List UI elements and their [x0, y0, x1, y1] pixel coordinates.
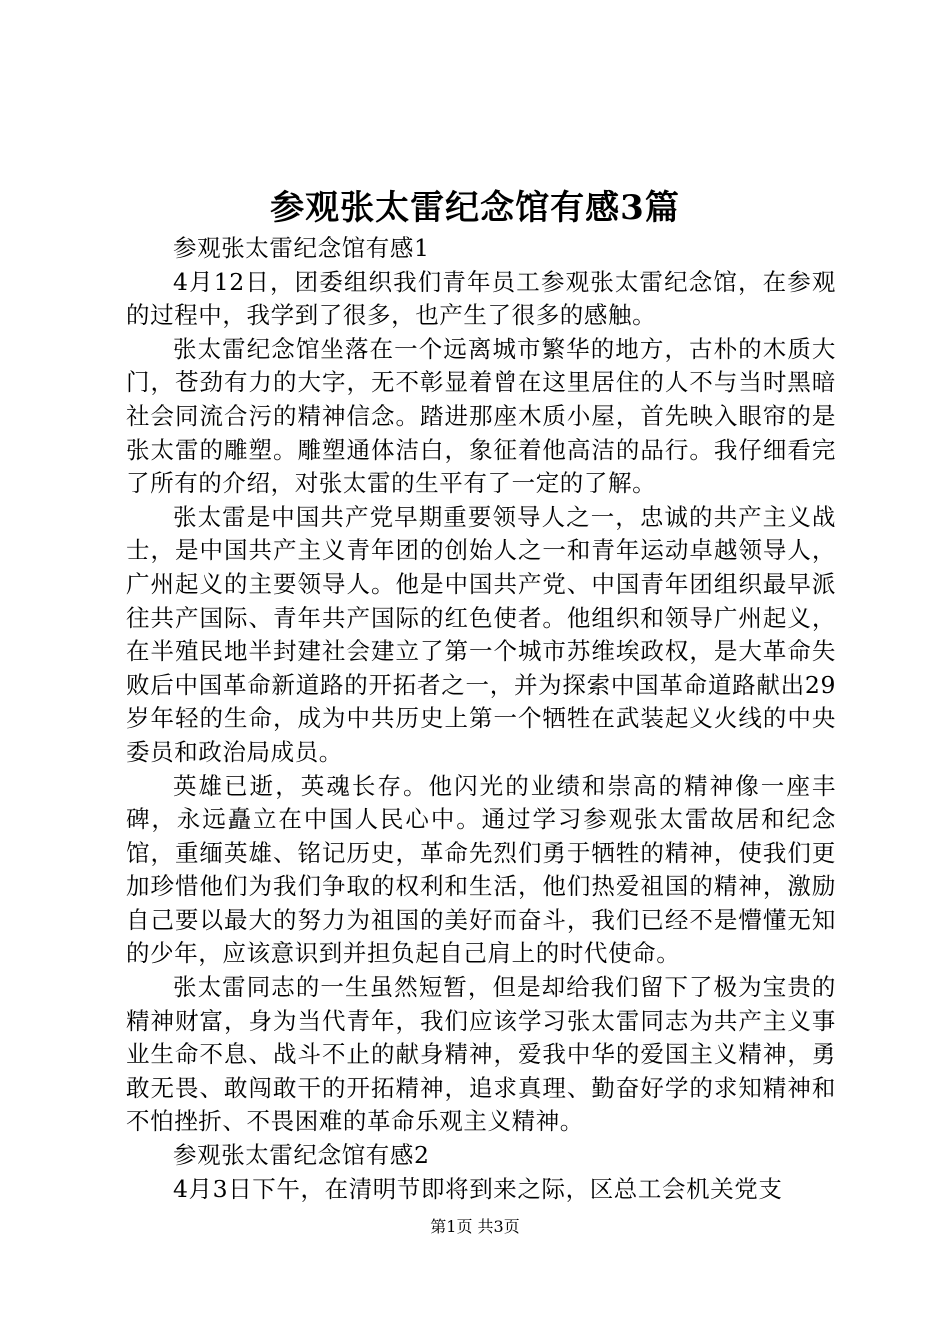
- body-paragraph: 英雄已逝，英魂长存。他闪光的业绩和崇高的精神像一座丰碑，永远矗立在中国人民心中。通过学习参观张太雷故居和纪念馆，重缅英雄、铭记历史，革命先烈们勇于牺牲的精神，使我们更加珍惜他们为我们争取的权利和生活，他们热爱祖国的精神，激励自己要以最大的努力为祖国的美好而奋斗，我们已经不是懵懂无知的少年，应该意识到并担负起自己肩上的时代使命。: [126, 771, 836, 968]
- body-paragraph: 张太雷是中国共产党早期重要领导人之一，忠诚的共产主义战士，是中国共产主义青年团的创始人之一和青年运动卓越领导人，广州起义的主要领导人。他是中国共产党、中国青年团组织最早派往共产国际、青年共产国际的红色使者。他组织和领导广州起义，在半殖民地半封建社会建立了第一个城市苏维埃政权，是大革命失败后中国革命新道路的开拓者之一，并为探索中国革命道路献出29岁年轻的生命，成为中共历史上第一个牺牲在武装起义火线的中央委员和政治局成员。: [126, 502, 836, 766]
- page-number-footer: 第1页 共3页: [430, 1217, 520, 1236]
- body-paragraph: 张太雷同志的一生虽然短暂，但是却给我们留下了极为宝贵的精神财富，身为当代青年，我们应该学习张太雷同志为共产主义事业生命不息、战斗不止的献身精神，爱我中华的爱国主义精神，勇敢无畏、敢闯敢干的开拓精神，追求真理、勤奋好学的求知精神和不怕挫折、不畏困难的革命乐观主义精神。: [126, 973, 836, 1136]
- section-heading-1: 参观张太雷纪念馆有感1: [173, 234, 430, 262]
- document-title: 参观张太雷纪念馆有感3篇: [270, 188, 680, 228]
- body-paragraph: 张太雷纪念馆坐落在一个远离城市繁华的地方，古朴的木质大门，苍劲有力的大字，无不彰显着曾在这里居住的人不与当时黑暗社会同流合污的精神信念。踏进那座木质小屋，首先映入眼帘的是张太雷的雕塑。雕塑通体洁白，象征着他高洁的品行。我仔细看完了所有的介绍，对张太雷的生平有了一定的了解。: [126, 334, 836, 498]
- body-paragraph: 4月12日，团委组织我们青年员工参观张太雷纪念馆，在参观的过程中，我学到了很多，也产生了很多的感触。: [126, 267, 836, 330]
- document-body: [126, 232, 836, 1206]
- section-heading-2: 参观张太雷纪念馆有感2: [173, 1141, 430, 1170]
- body-paragraph: 4月3日下午，在清明节即将到来之际，区总工会机关党支: [173, 1174, 783, 1203]
